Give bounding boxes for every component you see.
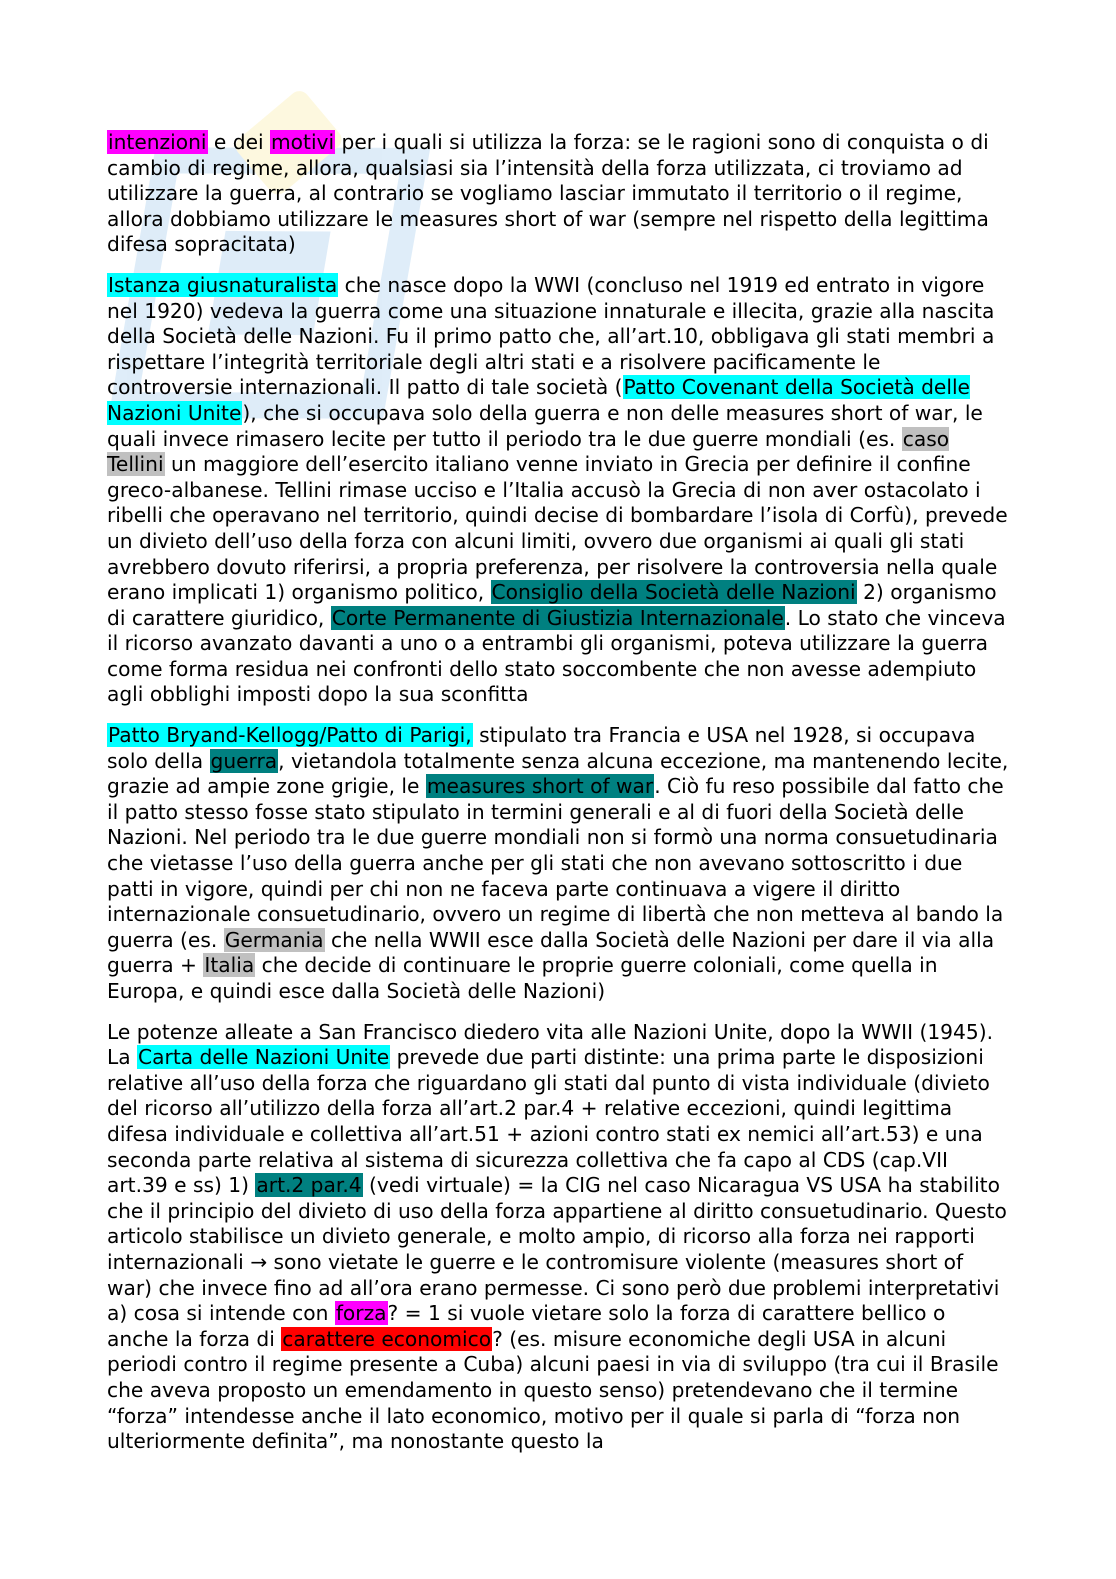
paragraph-text: . Lo stato che vinceva il ricorso avanzato davanti a uno o a entrambi gli organismi, poteva utilizzare la guerra come forma residua nei confronti dello stato soccombente che non avesse adempiuto agli obblighi imposti dopo la sua sconfitta: [107, 605, 1006, 707]
highlighted-term: Italia: [204, 953, 255, 978]
paragraph-2: [107, 273, 1012, 708]
paragraph-text: 2) organismo di carattere giuridico,: [107, 580, 997, 630]
highlighted-term: Istanza giusnaturalista: [108, 272, 338, 297]
highlighted-term: Patto Bryand-Kellogg/Patto di Parigi,: [108, 723, 472, 748]
paragraph-text: un maggiore dell’esercito italiano venne inviato in Grecia per definire il confine greco-albanese. Tellini rimase ucciso e l’Italia accusò la Grecia di non aver ostacolato i ribelli che operavano nel territorio, quindi decise di bombardare l’isola di Corfù), prevede un divieto dell’uso della forza con alcuni limiti, ovvero due organismi ai quali gli stati avrebbero dovuto riferirsi, a propria preferenza, per risolvere la controversia nella quale erano implicati 1) organismo politico,: [107, 452, 1008, 605]
highlighted-term: Corte Permanente di Giustizia Internazionale: [331, 605, 784, 630]
paragraph-text: che decide di continuare le proprie guerre coloniali, come quella in Europa, e quindi esce dalla Società delle Nazioni): [107, 953, 938, 1003]
paragraph-text: stipulato tra Francia e USA nel 1928, si occupava solo della: [107, 723, 976, 773]
paragraph-3: [107, 723, 1012, 1005]
paragraph-text: per i quali si utilizza la forza: se le ragioni sono di conquista o di cambio di regime, allora, qualsiasi sia l’intensità della forza utilizzata, ci troviamo ad utilizzare la guerra, al contrario se vogliamo lasciar immutato il territorio o il regime, allora dobbiamo utilizzare le measures short of war (sempre nel rispetto della legittima difesa sopracitata): [107, 130, 989, 257]
highlighted-term: carattere economico: [282, 1326, 492, 1351]
paragraph-text: ), che si occupava solo della guerra e non delle measures short of war, le quali invece rimasero lecite per tutto il periodo tra le due guerre mondiali (es.: [107, 400, 983, 451]
paragraph-text: , vietandola totalmente senza alcuna eccezione, ma mantenendo lecite, grazie ad ampie zone grigie, le: [107, 748, 1009, 799]
highlighted-term: caso Tellini: [107, 426, 950, 477]
paragraph-text: e dei: [207, 130, 271, 154]
paragraph-text: Le potenze alleate a San Francisco diedero vita alle Nazioni Unite, dopo la WWII (1945). La: [107, 1019, 993, 1070]
paragraph-1: [107, 130, 1012, 258]
paragraph-text: che nasce dopo la WWI (concluso nel 1919 ed entrato in vigore nel 1920) vedeva la guerra come una situazione innaturale e illecita, grazie alla nascita della Società delle Nazioni. Fu il primo patto che, all’art.10, obbligava gli stati membri a rispettare l’integrità territoriale degli altri stati e a risolvere pacificamente le controversie internazionali. Il patto di tale società (: [107, 272, 995, 400]
paragraph-4: [107, 1020, 1012, 1455]
paragraph-text: (vedi virtuale) = la CIG nel caso Nicaragua VS USA ha stabilito che il principio del divieto di uso della forza appartiene al diritto consuetudinario. Questo articolo stabilisce un divieto generale, e molto ampio, di ricorso alla forza nei rapporti internazionali → sono vietate le guerre e le contromisure violente (measures short of war) che invece fino ad all’ora erano permesse. Ci sono però due problemi interpretativi a) cosa si intende con: [107, 1173, 1007, 1326]
highlighted-term: Germania: [224, 927, 324, 952]
highlighted-term: Consiglio della Società delle Nazioni: [491, 580, 856, 605]
paragraph-text: . Ciò fu reso possibile dal fatto che il patto stesso fosse stato stipulato in termini generali e al di fuori della Società delle Nazioni. Nel periodo tra le due guerre mondiali non si formò una norma consuetudinaria che vietasse l’uso della guerra anche per gli stati che non avevano sottoscritto i due patti in vigore, quindi per chi non ne faceva parte continuava a vigere il diritto internazionale consuetudinario, ovvero un regime di libertà che non metteva al bando la guerra (es.: [107, 774, 1004, 952]
paragraph-text: prevede due parti distinte: una prima parte le disposizioni relative all’uso della forza che riguardano gli stati dal punto di vista individuale (divieto del ricorso all’utilizzo della forza all’art.2 par.4 + relative eccezioni, quindi legittima difesa individuale e collettiva all’art.51 + azioni contro stati ex nemici all’art.53) e una seconda parte relativa al sistema di sicurezza collettiva che fa capo al CDS (cap.VII art.39 e ss) 1): [107, 1045, 990, 1198]
highlighted-term: guerra: [210, 748, 278, 773]
highlighted-term: forza: [335, 1301, 387, 1326]
paragraph-text: ? (es. misure economiche degli USA in alcuni periodi contro il regime presente a Cuba) alcuni paesi in via di sviluppo (tra cui il Brasile che aveva proposto un emendamento in questo senso) pretendevano che il termine “forza” intendesse anche il lato economico, motivo per il quale si parla di “forza non ulteriormente definita”, ma nonostante questo la: [107, 1326, 999, 1454]
document-body: [107, 130, 1012, 1470]
highlighted-term: measures short of war: [426, 774, 654, 799]
paragraph-text: ? = 1 si vuole vietare solo la forza di carattere bellico o anche la forza di: [107, 1301, 946, 1351]
highlighted-term: art.2 par.4: [256, 1173, 362, 1198]
highlighted-term: motivi: [271, 130, 335, 154]
highlighted-term: Carta delle Nazioni Unite: [138, 1045, 390, 1070]
highlighted-term: intenzioni: [108, 130, 207, 154]
paragraph-text: che nella WWII esce dalla Società delle Nazioni per dare il via alla guerra +: [107, 927, 995, 978]
highlighted-term: Patto Covenant della Società delle Nazioni Unite: [107, 375, 970, 425]
